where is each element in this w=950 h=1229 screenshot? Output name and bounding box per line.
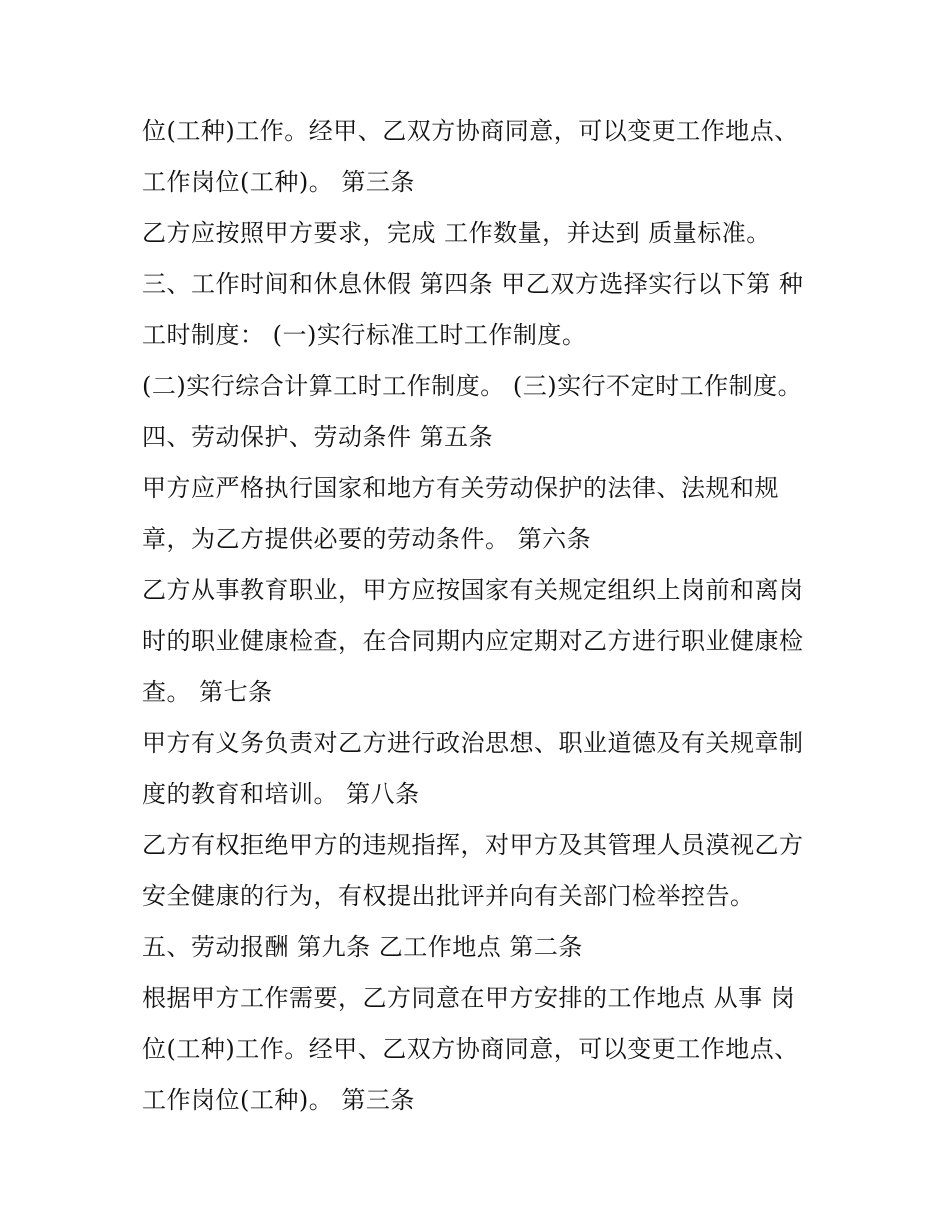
text-line: 甲方有义务负责对乙方进行政治思想、职业道德及有关规章制 <box>142 729 804 757</box>
contract-text <box>142 108 832 1128</box>
text-line: 五、劳动报酬 第九条 乙工作地点 第二条 <box>142 933 583 961</box>
text-line: (二)实行综合计算工时工作制度。 (三)实行不定时工作制度。 <box>142 372 803 400</box>
text-line: 工时制度： (一)实行标准工时工作制度。 <box>142 321 587 349</box>
text-line: 工作岗位(工种)。 第三条 <box>142 1086 415 1114</box>
text-line: 四、劳动保护、劳动条件 第五条 <box>142 423 494 451</box>
text-line: 乙方从事教育职业，甲方应按国家有关规定组织上岗前和离岗 <box>142 576 804 604</box>
text-line: 查。 第七条 <box>142 678 273 706</box>
text-line: 位(工种)工作。经甲、乙双方协商同意，可以变更工作地点、 <box>142 117 799 145</box>
text-line: 三、工作时间和休息休假 第四条 甲乙双方选择实行以下第 种 <box>142 270 804 298</box>
text-line: 根据甲方工作需要，乙方同意在甲方安排的工作地点 从事 岗 <box>142 984 796 1012</box>
text-line: 章，为乙方提供必要的劳动条件。 第六条 <box>142 525 592 553</box>
text-line: 乙方有权拒绝甲方的违规指挥，对甲方及其管理人员漠视乙方 <box>142 831 804 859</box>
text-line: 度的教育和培训。 第八条 <box>142 780 420 808</box>
text-line: 位(工种)工作。经甲、乙双方协商同意，可以变更工作地点、 <box>142 1035 799 1063</box>
text-line: 甲方应严格执行国家和地方有关劳动保护的法律、法规和规 <box>142 474 779 502</box>
text-line: 乙方应按照甲方要求，完成 工作数量，并达到 质量标准。 <box>142 219 771 247</box>
text-line: 安全健康的行为，有权提出批评并向有关部门检举控告。 <box>142 882 755 910</box>
text-line: 工作岗位(工种)。 第三条 <box>142 168 415 196</box>
text-line: 时的职业健康检查，在合同期内应定期对乙方进行职业健康检 <box>142 627 804 655</box>
